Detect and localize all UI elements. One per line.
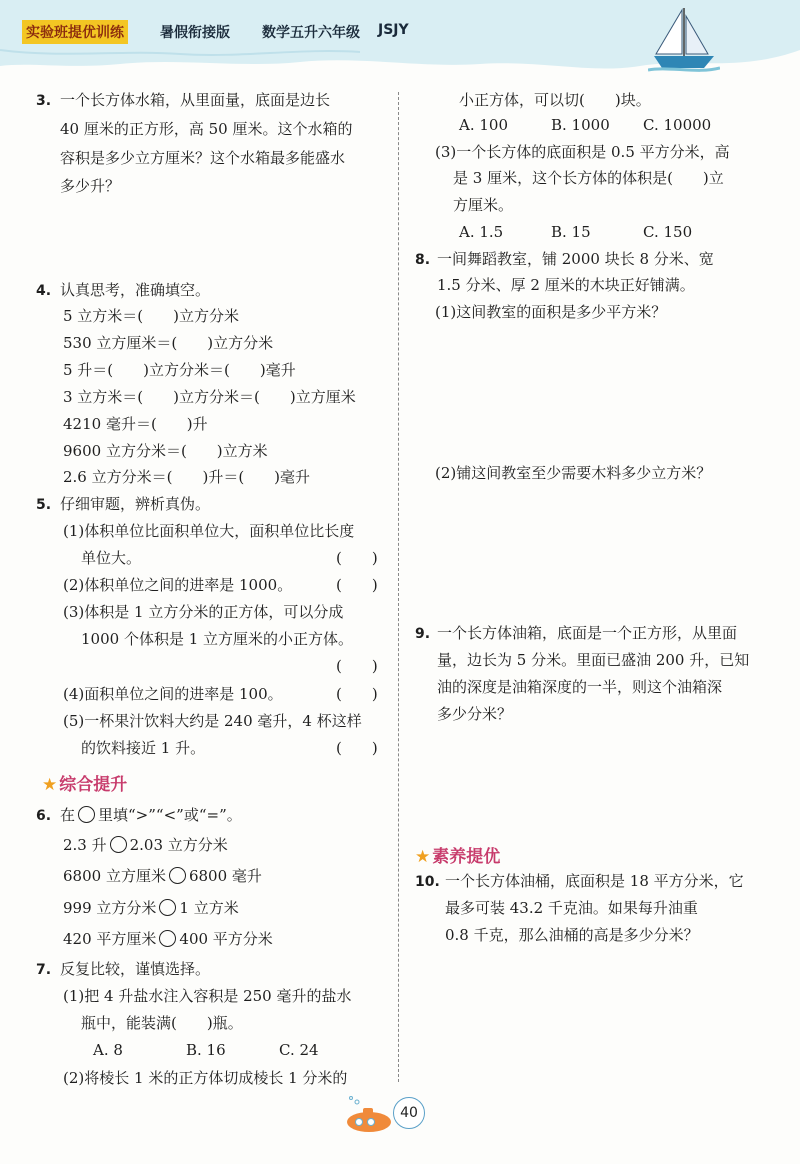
question-text-line: 一个长方体油桶，底面积是 18 平方分米，它 bbox=[445, 872, 744, 890]
fill-blank-item: 9600 立方分米＝( )立方米 bbox=[63, 442, 268, 460]
question-text-line: 多少分米？ bbox=[437, 705, 513, 723]
sub-question: (1)这间教室的面积是多少平方米？ bbox=[435, 303, 667, 321]
sub-question: (2)铺这间教室至少需要木料多少立方米？ bbox=[435, 464, 712, 482]
section-heading-comprehensive bbox=[42, 770, 127, 795]
compare-circle[interactable] bbox=[159, 899, 176, 916]
compare-right: 2.03 立方分米 bbox=[129, 836, 228, 854]
compare-circle[interactable] bbox=[110, 836, 127, 853]
question-title bbox=[60, 805, 242, 825]
choice-option-a[interactable]: A. 100 bbox=[459, 116, 508, 134]
compare-item bbox=[63, 866, 262, 886]
compare-item bbox=[63, 929, 273, 949]
choice-stem: (3)一个长方体的底面积是 0.5 平方分米，高 bbox=[435, 143, 730, 161]
choice-stem: (1)把 4 升盐水注入容积是 250 毫升的盐水 bbox=[63, 987, 352, 1005]
compare-circle[interactable] bbox=[169, 867, 186, 884]
fill-blank-item: 2.6 立方分米＝( )升＝( )毫升 bbox=[63, 468, 311, 486]
choice-option-c[interactable]: C. 10000 bbox=[643, 116, 712, 134]
compare-item bbox=[63, 835, 228, 855]
choice-stem: 小正方体，可以切( )块。 bbox=[459, 91, 651, 109]
compare-left: 2.3 升 bbox=[63, 836, 107, 854]
question-text-line: 0.8 千克，那么油桶的高是多少分米？ bbox=[445, 926, 699, 944]
choice-option-c[interactable]: C. 150 bbox=[643, 223, 693, 241]
series-title: 实验班提优训练 bbox=[22, 20, 128, 44]
compare-right: 1 立方米 bbox=[179, 899, 239, 917]
fill-blank-item: 5 立方米＝( )立方分米 bbox=[63, 307, 240, 325]
question-number: 7. bbox=[36, 962, 52, 978]
judge-blank[interactable]: ( ) bbox=[336, 685, 378, 703]
title-part: 在 bbox=[60, 806, 76, 824]
page-number: 40 bbox=[393, 1097, 425, 1129]
judge-blank[interactable]: ( ) bbox=[336, 576, 378, 594]
statement-line: 1000 个体积是 1 立方厘米的小正方体。 bbox=[81, 630, 354, 648]
question-text-line: 量，边长为 5 分米。里面已盛油 200 升，已知 bbox=[437, 651, 750, 669]
star-icon: ★ bbox=[415, 847, 431, 867]
choice-stem: 瓶中，能装满( )瓶。 bbox=[81, 1014, 243, 1032]
question-title: 反复比较，谨慎选择。 bbox=[60, 960, 211, 978]
statement-line: (1)体积单位比面积单位大，面积单位比长度 bbox=[63, 522, 355, 540]
fill-blank-item: 530 立方厘米＝( )立方分米 bbox=[63, 334, 274, 352]
compare-circle[interactable] bbox=[159, 930, 176, 947]
statement-line: 单位大。 bbox=[81, 549, 142, 567]
page-header bbox=[0, 0, 800, 90]
grade-label: 数学五升六年级 bbox=[262, 25, 360, 41]
choice-option-a[interactable]: A. 1.5 bbox=[459, 223, 504, 241]
choice-option-c[interactable]: C. 24 bbox=[279, 1041, 319, 1059]
question-number: 4. bbox=[36, 283, 52, 299]
choice-option-b[interactable]: B. 15 bbox=[551, 223, 591, 241]
section-title: 素养提优 bbox=[432, 847, 501, 867]
question-title: 认真思考，准确填空。 bbox=[60, 281, 211, 299]
fill-blank-item: 4210 毫升＝( )升 bbox=[63, 415, 208, 433]
choice-option-b[interactable]: B. 16 bbox=[186, 1041, 226, 1059]
compare-left: 6800 立方厘米 bbox=[63, 867, 166, 885]
circle-blank-icon bbox=[78, 806, 95, 823]
choice-stem: 方厘米。 bbox=[453, 196, 514, 214]
statement-line: (4)面积单位之间的进率是 100。 bbox=[63, 685, 283, 703]
question-number: 8. bbox=[415, 252, 431, 268]
question-title: 仔细审题，辨析真伪。 bbox=[60, 495, 211, 513]
compare-right: 400 平方分米 bbox=[179, 930, 273, 948]
question-text-line: 1.5 分米、厚 2 厘米的木块正好铺满。 bbox=[437, 276, 695, 294]
star-icon: ★ bbox=[42, 775, 58, 795]
publisher-code: JSJY bbox=[378, 22, 409, 38]
question-text-line: 最多可装 43.2 千克油。如果每升油重 bbox=[445, 899, 698, 917]
compare-left: 420 平方厘米 bbox=[63, 930, 157, 948]
question-text-line: 油的深度是油箱深度的一半，则这个油箱深 bbox=[437, 678, 723, 696]
question-number: 3. bbox=[36, 93, 52, 109]
choice-option-b[interactable]: B. 1000 bbox=[551, 116, 610, 134]
submarine-icon bbox=[343, 1094, 399, 1136]
judge-blank[interactable]: ( ) bbox=[336, 657, 378, 675]
choice-option-a[interactable]: A. 8 bbox=[93, 1041, 123, 1059]
statement-line: (3)体积是 1 立方分米的正方体，可以分成 bbox=[63, 603, 344, 621]
question-text-line: 容积是多少立方厘米？这个水箱最多能盛水 bbox=[60, 149, 346, 167]
question-text-line: 多少升？ bbox=[60, 177, 121, 195]
choice-stem: 是 3 厘米，这个长方体的体积是( )立 bbox=[453, 169, 724, 187]
compare-item bbox=[63, 898, 239, 918]
question-number: 9. bbox=[415, 626, 431, 642]
question-text-line: 一个长方体油箱，底面是一个正方形，从里面 bbox=[437, 624, 738, 642]
question-text-line: 一间舞蹈教室，铺 2000 块长 8 分米、宽 bbox=[437, 250, 714, 268]
compare-left: 999 立方分米 bbox=[63, 899, 157, 917]
column-divider bbox=[398, 92, 399, 1082]
compare-right: 6800 毫升 bbox=[188, 867, 262, 885]
fill-blank-item: 5 升＝( )立方分米＝( )毫升 bbox=[63, 361, 296, 379]
statement-line: (2)体积单位之间的进率是 1000。 bbox=[63, 576, 293, 594]
section-title: 综合提升 bbox=[59, 775, 128, 795]
sailboat-icon bbox=[648, 6, 720, 76]
section-heading-literacy bbox=[415, 842, 500, 867]
statement-line: 的饮料接近 1 升。 bbox=[81, 739, 206, 757]
statement-line: (5)一杯果汁饮料大约是 240 毫升，4 杯这样 bbox=[63, 712, 362, 730]
choice-stem: (2)将棱长 1 米的正方体切成棱长 1 分米的 bbox=[63, 1069, 348, 1087]
question-text-line: 40 厘米的正方形，高 50 厘米。这个水箱的 bbox=[60, 120, 353, 138]
judge-blank[interactable]: ( ) bbox=[336, 549, 378, 567]
title-part: 里填“>”“<”或“=”。 bbox=[98, 806, 242, 824]
question-text-line: 一个长方体水箱，从里面量，底面是边长 bbox=[60, 91, 331, 109]
question-number: 6. bbox=[36, 808, 52, 824]
fill-blank-item: 3 立方米＝( )立方分米＝( )立方厘米 bbox=[63, 388, 356, 406]
judge-blank[interactable]: ( ) bbox=[336, 739, 378, 757]
edition-label: 暑假衔接版 bbox=[160, 25, 230, 41]
question-number: 5. bbox=[36, 497, 52, 513]
question-number: 10. bbox=[415, 874, 440, 890]
